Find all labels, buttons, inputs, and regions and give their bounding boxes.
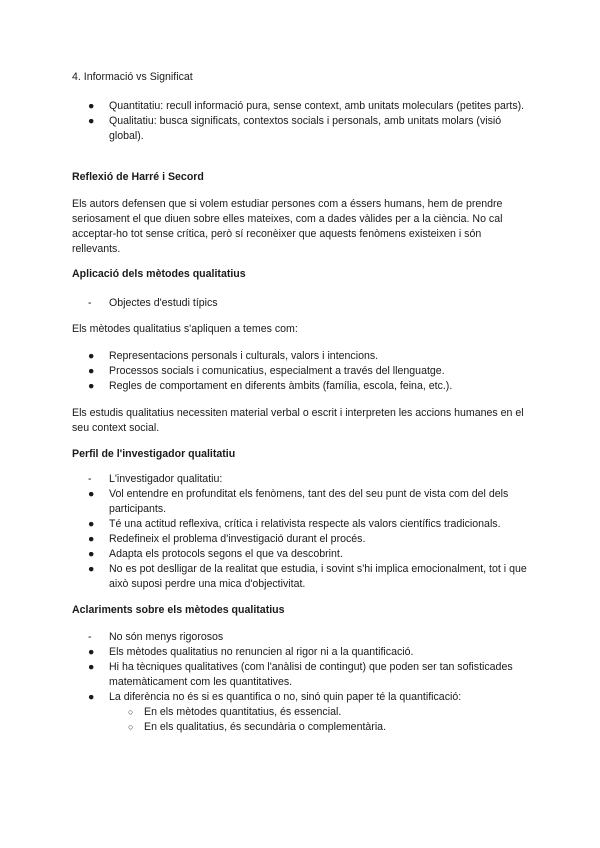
aplicacio-heading: Aplicació dels mètodes qualitatius [72,268,246,280]
circle-marker: ○ [128,722,134,732]
bullet-marker: ● [88,488,95,500]
bullet-marker: ● [88,563,95,575]
list-item: - No són menys rigorosos [88,631,224,643]
list-item: ● Redefineix el problema d'investigació durant el procés. [88,533,366,545]
section-4-title: 4. Informació vs Significat [72,71,193,83]
list-item: ● Té una actitud reflexiva, crítica i relativista respecte als valors científics tradicionals. [88,518,501,530]
bullet-marker: ● [88,100,95,112]
aclariments-heading: Aclariments sobre els mètodes qualitatius [72,604,285,616]
bullet-marker: ● [88,350,95,362]
harre-heading: Reflexió de Harré i Secord [72,171,204,183]
perfil-list [72,472,532,592]
list-item: ● Els mètodes qualitatius no renuncien al rigor ni a la quantificació. [88,646,414,658]
list-item: - L'investigador qualitatiu: [88,473,223,485]
perfil-heading: Perfil de l'investigador qualitatiu [72,448,236,460]
bullet-marker: ● [88,548,95,560]
bullet-marker: ● [88,518,95,530]
list-item: ● Qualitatiu: busca significats, contextos socials i personals, amb unitats molars (visió global). [88,115,502,142]
list-item: ● Hi ha tècniques qualitatives (com l'anàlisi de contingut) que poden ser tan sofisticades matemàticament com les quantitatives. [88,661,513,688]
list-item: ● No es pot deslligar de la realitat que estudia, i sovint s'hi implica emocionalment, tot i que això suposi perdre una mica d'objectivitat. [88,563,527,590]
list-item: ● Quantitatiu: recull informació pura, sense context, amb unitats moleculars (petites parts). [88,100,525,112]
bullet-marker: ● [88,661,95,673]
sub-list-item: ○ En els qualitatius, és secundària o complementària. [128,721,387,733]
dash-marker: - [88,297,92,309]
aclariments-list [72,630,532,735]
bullet-marker: ● [88,533,95,545]
bullet-marker: ● [88,691,95,703]
bullet-marker: ● [88,380,95,392]
list-item: ● La diferència no és si es quantifica o no, sinó quin paper té la quantificació: [88,691,462,703]
list-item: ● Processos socials i comunicatius, especialment a través del llenguatge. [88,365,445,377]
section-4-list [72,99,532,144]
sub-list-item: ○ En els mètodes quantitatius, és essencial. [128,706,342,718]
aplicacio-dash-list [72,296,532,311]
bullet-marker: ● [88,365,95,377]
dash-marker: - [88,631,92,643]
bullet-marker: ● [88,646,95,658]
list-item: ● Regles de comportament en diferents àmbits (família, escola, feina, etc.). [88,380,453,392]
list-item: ● Vol entendre en profunditat els fenòmens, tant des del seu punt de vista com del dels participants. [88,488,509,515]
aplicacio-closing: Els estudis qualitatius necessiten material verbal o escrit i interpreten les accions humanes en el seu context social. [72,407,524,434]
circle-marker: ○ [128,707,134,717]
bullet-marker: ● [88,115,95,127]
list-item: - Objectes d'estudi típics [88,297,218,309]
dash-marker: - [88,473,92,485]
list-item: ● Representacions personals i culturals, valors i intencions. [88,350,379,362]
harre-paragraph: Els autors defensen que si volem estudiar persones com a éssers humans, hem de prendre seriosament el que diuen sobre elles mateixes, com a dades vàlides per a la ciència. No cal acceptar-ho tot sense crítica, però sí reconèixer que aquests fenòmens existeixen i són rellevants. [72,198,503,255]
aplicacio-intro: Els mètodes qualitatius s'apliquen a temes com: [72,323,298,335]
list-item: ● Adapta els protocols segons el que va descobrint. [88,548,343,560]
aplicacio-list [72,349,532,394]
